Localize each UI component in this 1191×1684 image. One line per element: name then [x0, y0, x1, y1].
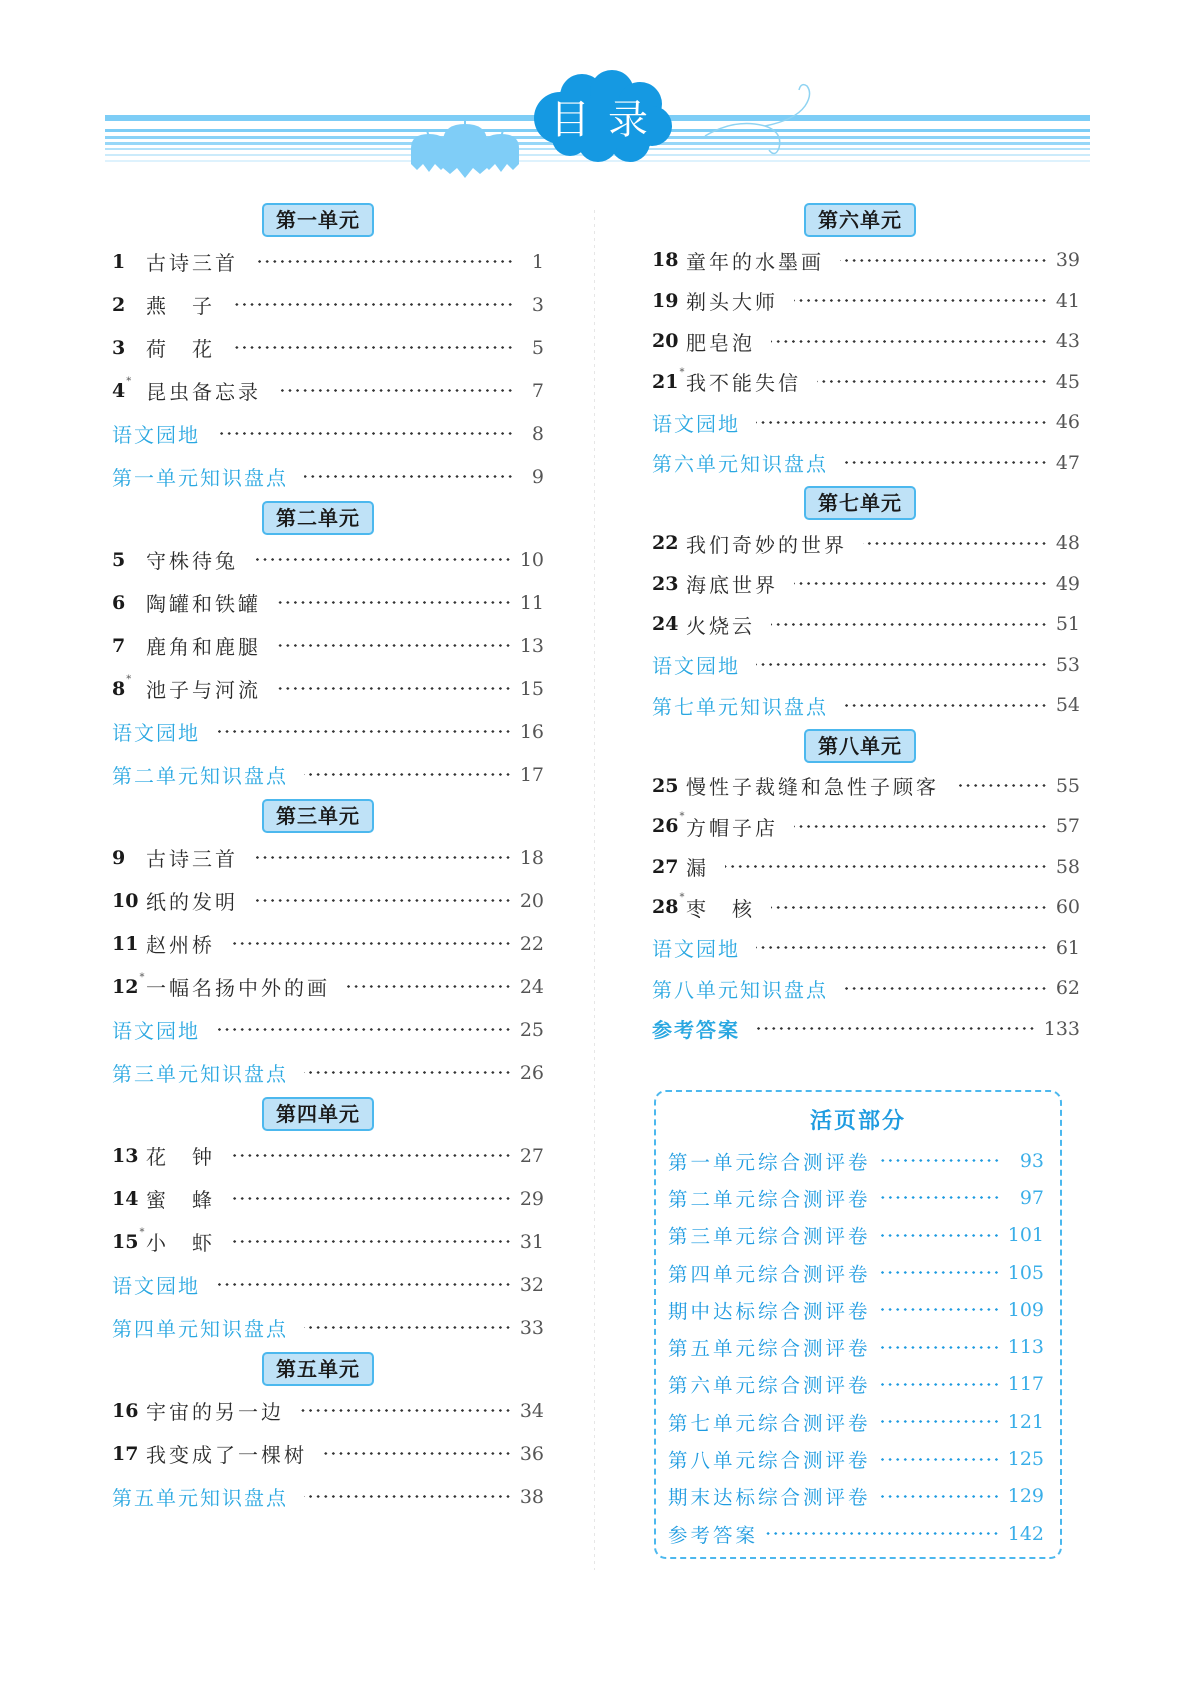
- loose-leaf-section: [654, 1090, 1062, 1559]
- page-number: 10: [519, 548, 544, 571]
- page-number: 57: [1055, 815, 1080, 838]
- toc-entry[interactable]: 15 * 小 虾 31: [112, 1226, 544, 1255]
- toc-entry[interactable]: 9 古诗三首 18: [112, 836, 544, 879]
- entry-title: 小 虾: [146, 1231, 215, 1255]
- page-number: 101: [1007, 1224, 1044, 1247]
- toc-entry[interactable]: 26 * 方帽子店 57: [652, 811, 1080, 840]
- dot-leader: [216, 1283, 512, 1286]
- page-number: 55: [1055, 774, 1080, 797]
- unit-heading: 第七单元: [804, 486, 916, 520]
- toc-entry[interactable]: 3 荷 花 5: [112, 326, 544, 369]
- dot-leader: [304, 1495, 512, 1498]
- entry-title: 海底世界: [686, 573, 778, 598]
- entry-title: 剃头大师: [686, 290, 778, 315]
- entry-title: 一幅名扬中外的画: [146, 976, 330, 1000]
- dot-leader: [879, 1234, 1000, 1237]
- test-paper-entry[interactable]: [668, 1478, 1044, 1515]
- page-number: 41: [1055, 289, 1080, 312]
- unit-heading: 第三单元: [262, 799, 374, 833]
- toc-entry[interactable]: [652, 1009, 1080, 1050]
- optional-marker: *: [126, 673, 132, 685]
- entry-title: 语文园地: [112, 721, 200, 745]
- toc-entry[interactable]: 19 剃头大师 41: [652, 281, 1080, 322]
- toc-entry[interactable]: [112, 753, 544, 796]
- dot-leader: [231, 346, 514, 349]
- page-number: 53: [1055, 653, 1080, 676]
- test-paper-entry[interactable]: [668, 1254, 1044, 1291]
- toc-entry[interactable]: 10 纸的发明 20: [112, 879, 544, 922]
- dot-leader: [254, 899, 512, 902]
- page-number: 17: [519, 763, 544, 786]
- dot-leader: [254, 558, 512, 561]
- toc-entry[interactable]: 11 赵州桥 22: [112, 922, 544, 965]
- dot-leader: [304, 773, 512, 776]
- unit-heading: 第一单元: [262, 203, 374, 237]
- entry-title: 第七单元知识盘点: [652, 694, 828, 719]
- toc-entry[interactable]: 5 守株待兔 10: [112, 538, 544, 581]
- page-number: 105: [1007, 1261, 1044, 1284]
- toc-entry[interactable]: 7 鹿角和鹿腿 13: [112, 624, 544, 667]
- optional-marker: *: [679, 366, 685, 378]
- page-number: 13: [519, 634, 544, 657]
- dot-leader: [277, 687, 512, 690]
- entry-title: 古诗三首: [146, 251, 238, 275]
- toc-entry[interactable]: [652, 645, 1080, 686]
- entry-title: 第一单元综合测评卷: [668, 1150, 871, 1174]
- page-number: 49: [1055, 572, 1080, 595]
- entry-title: 语文园地: [112, 1274, 200, 1298]
- dot-leader: [879, 1308, 1000, 1311]
- optional-marker: *: [679, 811, 685, 823]
- toc-entry[interactable]: [112, 1008, 544, 1051]
- page-number: 54: [1055, 694, 1080, 717]
- entry-title: 我不能失信: [686, 371, 801, 396]
- page-number: 121: [1007, 1410, 1044, 1433]
- entry-title: 赵州桥: [146, 933, 215, 957]
- dot-leader: [771, 906, 1048, 909]
- page-number: 3: [531, 293, 544, 316]
- page-number: 27: [519, 1144, 544, 1167]
- swirl-vine-icon: [665, 80, 825, 160]
- page-number: 24: [519, 975, 544, 998]
- page-number: 45: [1055, 370, 1080, 393]
- toc-title-badge: [520, 70, 680, 162]
- dot-leader: [817, 380, 1048, 383]
- dot-leader: [231, 1197, 512, 1200]
- page-number: 15: [519, 677, 544, 700]
- hanging-bells-icon: [405, 108, 525, 188]
- entry-title: 第六单元综合测评卷: [668, 1374, 871, 1398]
- entry-title: 第一单元知识盘点: [112, 466, 288, 490]
- entry-title: 第四单元知识盘点: [112, 1317, 288, 1341]
- entry-title: 古诗三首: [146, 847, 238, 871]
- dot-leader: [231, 942, 512, 945]
- toc-entry[interactable]: 2 燕 子 3: [112, 283, 544, 326]
- page-number: 16: [519, 720, 544, 743]
- toc-entry[interactable]: 21 * 我不能失信 45: [652, 366, 1080, 396]
- page-number: 142: [1007, 1522, 1044, 1545]
- toc-entry[interactable]: 6 陶罐和铁罐 11: [112, 581, 544, 624]
- entry-title: 荷 花: [146, 337, 215, 361]
- page-number: 18: [519, 846, 544, 869]
- toc-entry[interactable]: 4 * 昆虫备忘录 7: [112, 375, 544, 404]
- entry-title: 第六单元知识盘点: [652, 452, 828, 477]
- page-number: 60: [1055, 896, 1080, 919]
- page-number: 1: [531, 250, 544, 273]
- entry-title: 第三单元综合测评卷: [668, 1225, 871, 1249]
- optional-marker: *: [139, 1226, 145, 1238]
- dot-leader: [794, 299, 1048, 302]
- dot-leader: [300, 1409, 512, 1412]
- dot-leader: [756, 1027, 1036, 1030]
- toc-entry[interactable]: [652, 968, 1080, 1009]
- dot-leader: [216, 730, 512, 733]
- toc-entry[interactable]: 16 宇宙的另一边 34: [112, 1389, 544, 1432]
- dot-leader: [277, 644, 512, 647]
- entry-title: 方帽子店: [686, 815, 778, 840]
- page-number: 25: [519, 1018, 544, 1041]
- entry-title: 慢性子裁缝和急性子顾客: [686, 775, 939, 800]
- entry-title: 第八单元综合测评卷: [668, 1449, 871, 1473]
- dot-leader: [231, 1154, 512, 1157]
- page-number: 93: [1019, 1149, 1044, 1172]
- page-number: 33: [519, 1316, 544, 1339]
- dot-leader: [216, 432, 514, 435]
- test-paper-entry[interactable]: [668, 1328, 1044, 1365]
- dot-leader: [879, 1495, 1000, 1498]
- dot-leader: [955, 784, 1048, 787]
- entry-title: 鹿角和鹿腿: [146, 635, 261, 659]
- entry-title: 蜜 蜂: [146, 1188, 215, 1212]
- toc-entry[interactable]: 13 花 钟 27: [112, 1134, 544, 1177]
- page-number: 97: [1019, 1186, 1044, 1209]
- page-number: 11: [519, 591, 544, 614]
- entry-title: 守株待兔: [146, 549, 238, 573]
- unit-heading: 第四单元: [262, 1097, 374, 1131]
- entry-title: 语文园地: [112, 1019, 200, 1043]
- page-number: 113: [1007, 1336, 1044, 1359]
- toc-entry[interactable]: [112, 1306, 544, 1349]
- toc-entry[interactable]: 25 慢性子裁缝和急性子顾客 55: [652, 766, 1080, 807]
- entry-title: 期中达标综合测评卷: [668, 1299, 871, 1323]
- entry-title: 昆虫备忘录: [146, 380, 261, 404]
- dot-leader: [794, 825, 1048, 828]
- page-number: 61: [1055, 936, 1080, 959]
- toc-entry[interactable]: 22 我们奇妙的世界 48: [652, 523, 1080, 564]
- optional-marker: *: [139, 971, 145, 983]
- dot-leader: [254, 856, 512, 859]
- dot-leader: [231, 1240, 512, 1243]
- dot-leader: [277, 389, 514, 392]
- page-number: 129: [1007, 1485, 1044, 1508]
- test-paper-entry[interactable]: [668, 1217, 1044, 1254]
- dot-leader: [756, 663, 1048, 666]
- entry-title: 宇宙的另一边: [146, 1400, 284, 1424]
- dot-leader: [879, 1420, 1000, 1423]
- page-number: 51: [1055, 613, 1080, 636]
- test-paper-entry[interactable]: [668, 1179, 1044, 1216]
- test-paper-entry[interactable]: [668, 1291, 1044, 1328]
- test-paper-entry[interactable]: [668, 1366, 1044, 1403]
- entry-title: 童年的水墨画: [686, 249, 824, 274]
- entry-title: 语文园地: [652, 937, 740, 962]
- entry-title: 漏: [686, 856, 709, 881]
- dot-leader: [304, 1326, 512, 1329]
- page-number: 109: [1007, 1298, 1044, 1321]
- test-paper-entry[interactable]: [668, 1515, 1044, 1552]
- page-number: 39: [1055, 249, 1080, 272]
- toc-entry[interactable]: [112, 1263, 544, 1306]
- optional-marker: *: [126, 375, 132, 387]
- dot-leader: [323, 1452, 512, 1455]
- optional-marker: *: [679, 892, 685, 904]
- dot-leader: [304, 1071, 512, 1074]
- test-paper-entry[interactable]: [668, 1440, 1044, 1477]
- entry-title: 陶罐和铁罐: [146, 592, 261, 616]
- toc-entry[interactable]: [112, 412, 544, 455]
- dot-leader: [216, 1028, 512, 1031]
- entry-title: 纸的发明: [146, 890, 238, 914]
- toc-entry[interactable]: 18 童年的水墨画 39: [652, 240, 1080, 281]
- entry-title: 肥皂泡: [686, 330, 755, 355]
- entry-title: 花 钟: [146, 1145, 215, 1169]
- entry-title: 第八单元知识盘点: [652, 977, 828, 1002]
- toc-entry[interactable]: [112, 455, 544, 498]
- page-number: 117: [1007, 1373, 1044, 1396]
- entry-title: 第二单元综合测评卷: [668, 1187, 871, 1211]
- toc-header: [105, 70, 1090, 190]
- page-number: 20: [519, 889, 544, 912]
- dot-leader: [844, 704, 1048, 707]
- title-char: 录: [608, 96, 650, 143]
- entry-title: 第二单元知识盘点: [112, 764, 288, 788]
- page-number: 48: [1055, 532, 1080, 555]
- page-number: 43: [1055, 330, 1080, 353]
- toc-entry[interactable]: 12 * 一幅名扬中外的画 24: [112, 971, 544, 1000]
- page-number: 9: [531, 465, 544, 488]
- dot-leader: [766, 1532, 1000, 1535]
- toc-entry[interactable]: 28 * 枣 核 60: [652, 892, 1080, 921]
- page-number: 29: [519, 1187, 544, 1210]
- toc-entry[interactable]: [652, 928, 1080, 969]
- page-number: 32: [519, 1273, 544, 1296]
- title-char: 目: [550, 96, 592, 143]
- page-number: 31: [519, 1230, 544, 1253]
- entry-title: 第七单元综合测评卷: [668, 1411, 871, 1435]
- dot-leader: [879, 1346, 1000, 1349]
- entry-title: 语文园地: [652, 411, 740, 436]
- entry-title: 第三单元知识盘点: [112, 1062, 288, 1086]
- entry-title: 燕 子: [146, 294, 215, 318]
- page-number: 7: [531, 379, 544, 402]
- entry-title: 池子与河流: [146, 678, 261, 702]
- page-number: 62: [1055, 977, 1080, 1000]
- page-number: 22: [519, 932, 544, 955]
- dot-leader: [725, 865, 1048, 868]
- dot-leader: [231, 303, 514, 306]
- toc-entry[interactable]: [112, 1051, 544, 1094]
- page-number: 34: [519, 1399, 544, 1422]
- entry-title: 我变成了一棵树: [146, 1443, 307, 1467]
- unit-heading: 第八单元: [804, 729, 916, 763]
- toc-entry[interactable]: [112, 1475, 544, 1518]
- page-number: 38: [519, 1485, 544, 1508]
- toc-column-right: [652, 200, 1080, 1049]
- toc-entry[interactable]: [112, 710, 544, 753]
- toc-entry[interactable]: 23 海底世界 49: [652, 564, 1080, 605]
- entry-title: 语文园地: [652, 654, 740, 679]
- entry-title: 期末达标综合测评卷: [668, 1486, 871, 1510]
- entry-title: 参考答案: [668, 1523, 759, 1547]
- dot-leader: [771, 340, 1048, 343]
- toc-column-left: [112, 200, 544, 1518]
- page-number: 133: [1043, 1017, 1080, 1040]
- dot-leader: [863, 542, 1048, 545]
- toc-entry[interactable]: [652, 402, 1080, 443]
- dot-leader: [879, 1458, 1000, 1461]
- dot-leader: [346, 985, 512, 988]
- page-number: 26: [519, 1061, 544, 1084]
- unit-heading: 第五单元: [262, 1352, 374, 1386]
- dot-leader: [277, 601, 512, 604]
- loose-leaf-title: 活页部分: [809, 1108, 906, 1134]
- page-number: 125: [1007, 1448, 1044, 1471]
- dot-leader: [794, 582, 1048, 585]
- entry-title: 枣 核: [686, 896, 755, 921]
- toc-entry[interactable]: 17 我变成了一棵树 36: [112, 1432, 544, 1475]
- page-number: 8: [531, 422, 544, 445]
- entry-title: 语文园地: [112, 423, 200, 447]
- dot-leader: [771, 623, 1048, 626]
- dot-leader: [840, 259, 1048, 262]
- page-number: 36: [519, 1442, 544, 1465]
- entry-title: 我们奇妙的世界: [686, 532, 847, 557]
- dot-leader: [756, 421, 1048, 424]
- unit-heading: 第二单元: [262, 501, 374, 535]
- toc-entry[interactable]: 1 古诗三首 1: [112, 240, 544, 283]
- toc-entry[interactable]: 8 * 池子与河流 15: [112, 673, 544, 702]
- dot-leader: [756, 946, 1048, 949]
- toc-entry[interactable]: 14 蜜 蜂 29: [112, 1177, 544, 1220]
- page-title: [520, 70, 680, 162]
- toc-entry[interactable]: [652, 685, 1080, 726]
- test-paper-entry[interactable]: [668, 1142, 1044, 1179]
- page-number: 5: [531, 336, 544, 359]
- page-number: 46: [1055, 411, 1080, 434]
- dot-leader: [879, 1159, 1000, 1162]
- entry-title: 第五单元综合测评卷: [668, 1337, 871, 1361]
- entry-title: 参考答案: [652, 1018, 740, 1043]
- test-paper-entry[interactable]: [668, 1403, 1044, 1440]
- column-divider: [594, 210, 595, 1570]
- entry-title: 第四单元综合测评卷: [668, 1262, 871, 1286]
- dot-leader: [254, 260, 514, 263]
- dot-leader: [879, 1271, 1000, 1274]
- dot-leader: [844, 461, 1048, 464]
- toc-entry[interactable]: 24 火烧云 51: [652, 604, 1080, 645]
- page-number: 47: [1055, 451, 1080, 474]
- dot-leader: [304, 475, 514, 478]
- entry-title: 第五单元知识盘点: [112, 1486, 288, 1510]
- dot-leader: [879, 1196, 1000, 1199]
- toc-entry[interactable]: [652, 443, 1080, 484]
- toc-entry[interactable]: 20 肥皂泡 43: [652, 321, 1080, 362]
- toc-entry[interactable]: 27 漏 58: [652, 847, 1080, 888]
- unit-heading: 第六单元: [804, 203, 916, 237]
- page-number: 58: [1055, 855, 1080, 878]
- dot-leader: [879, 1383, 1000, 1386]
- entry-title: 火烧云: [686, 613, 755, 638]
- dot-leader: [844, 987, 1048, 990]
